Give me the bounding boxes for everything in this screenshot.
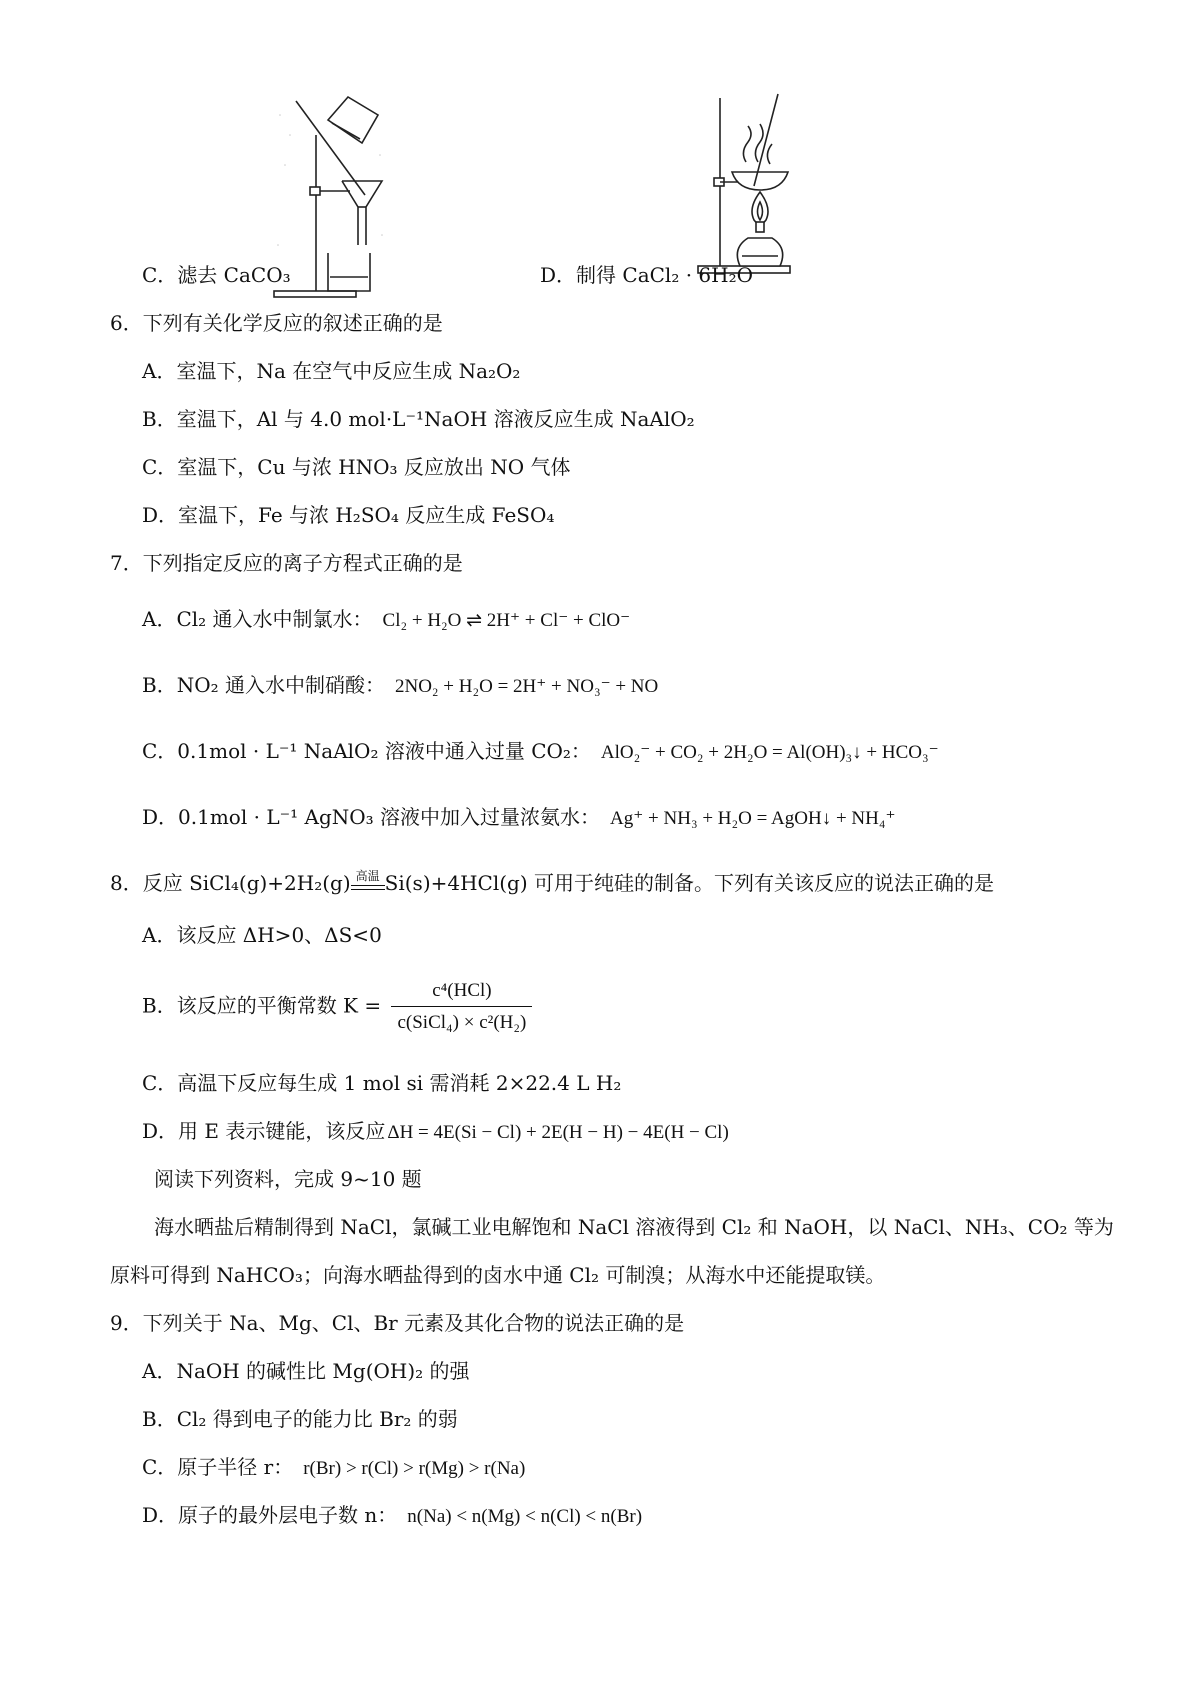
- figure-c-caption-text: C．滤去 CaCO₃: [142, 263, 291, 287]
- question-9-option-d-equation: n(Na) < n(Mg) < n(Cl) < n(Br): [407, 1506, 643, 1527]
- question-8-stem-post: Si(s)+4HCl(g) 可用于纯硅的制备。下列有关该反应的说法正确的是: [384, 871, 995, 895]
- question-9-option-a: A．NaOH 的碱性比 Mg(OH)₂ 的强: [142, 1359, 470, 1383]
- question-7-option-d-equation: Ag⁺ + NH₃ + H₂O = AgOH↓ + NH₄⁺: [610, 808, 896, 829]
- figure-d-caption-text: D．制得 CaCl₂ · 6H₂O: [540, 263, 753, 287]
- question-6-option-d: D．室温下，Fe 与浓 H₂SO₄ 反应生成 FeSO₄: [142, 503, 555, 527]
- question-8-stem: [110, 870, 994, 896]
- question-8-option-d-text: D．用 E 表示键能，该反应: [142, 1119, 386, 1143]
- question-6-option-b: B．室温下，Al 与 4.0 mol·L⁻¹NaOH 溶液反应生成 NaAlO₂: [142, 407, 695, 431]
- question-7-option-c-equation: AlO₂⁻ + CO₂ + 2H₂O = Al(OH)₃↓ + HCO₃⁻: [600, 742, 939, 763]
- reading-paragraph-line-1: 海水晒盐后精制得到 NaCl，氯碱工业电解饱和 NaCl 溶液得到 Cl₂ 和 NaOH，以 NaCl、NH₃、CO₂ 等为: [154, 1215, 1114, 1239]
- equilibrium-constant-fraction: [391, 978, 532, 1036]
- question-9-option-c-text: C．原子半径 r：: [142, 1455, 294, 1479]
- figure-d-caption: [540, 262, 753, 288]
- reaction-condition-arrow: [351, 869, 385, 890]
- question-7-option-a-equation: Cl₂ + H₂O ⇌ 2H⁺ + Cl⁻ + ClO⁻: [382, 610, 631, 631]
- evaporation-diagram: [690, 92, 800, 282]
- question-9-option-c-equation: r(Br) > r(Cl) > r(Mg) > r(Na): [303, 1458, 526, 1479]
- question-7-option-c: [142, 738, 939, 766]
- question-7-option-b-text: B．NO₂ 通入水中制硝酸：: [142, 673, 385, 697]
- question-7-option-b-equation: 2NO₂ + H₂O = 2H⁺ + NO₃⁻ + NO: [394, 676, 659, 697]
- question-8-option-d-equation: ΔH = 4E(Si − Cl) + 2E(H − H) − 4E(H − Cl): [387, 1122, 729, 1143]
- reading-paragraph-line-2: 原料可得到 NaHCO₃；向海水晒盐得到的卤水中通 Cl₂ 可制溴；从海水中还能提取镁。: [110, 1263, 886, 1287]
- question-6-option-a: A．室温下，Na 在空气中反应生成 Na₂O₂: [142, 359, 521, 383]
- question-8-option-b: [142, 978, 532, 1036]
- question-7-option-a-text: A．Cl₂ 通入水中制氯水：: [142, 607, 373, 631]
- question-7-option-a: [142, 606, 630, 634]
- question-9-option-b: B．Cl₂ 得到电子的能力比 Br₂ 的弱: [142, 1407, 458, 1431]
- fraction-denominator: c(SiCl₄) × c²(H₂): [397, 1012, 527, 1033]
- question-8-option-d: [142, 1118, 729, 1146]
- question-6-option-c: C．室温下，Cu 与浓 HNO₃ 反应放出 NO 气体: [142, 455, 571, 479]
- question-9-option-c: [142, 1454, 525, 1482]
- question-8-option-b-text: B．该反应的平衡常数 K =: [142, 993, 382, 1018]
- question-7-option-c-text: C．0.1mol · L⁻¹ NaAlO₂ 溶液中通入过量 CO₂：: [142, 739, 591, 763]
- evaporation-apparatus-figure: [690, 92, 800, 282]
- question-9-stem: 9．下列关于 Na、Mg、Cl、Br 元素及其化合物的说法正确的是: [110, 1311, 685, 1335]
- reading-intro: 阅读下列资料，完成 9~10 题: [154, 1167, 422, 1191]
- question-6-stem: 6．下列有关化学反应的叙述正确的是: [110, 311, 443, 335]
- question-8-stem-pre: 8．反应 SiCl₄(g)+2H₂(g): [110, 871, 351, 895]
- reaction-condition-label: 高温: [355, 869, 380, 883]
- question-7-option-d-text: D．0.1mol · L⁻¹ AgNO₃ 溶液中加入过量浓氨水：: [142, 805, 601, 829]
- question-7-stem: 7．下列指定反应的离子方程式正确的是: [110, 551, 463, 575]
- question-9-option-d-text: D．原子的最外层电子数 n：: [142, 1503, 398, 1527]
- question-8-option-a: A．该反应 ΔH>0、ΔS<0: [142, 923, 382, 947]
- figure-c-caption: [142, 262, 291, 288]
- question-7-option-b: [142, 672, 658, 700]
- question-8-option-c: C．高温下反应每生成 1 mol si 需消耗 2×22.4 L H₂: [142, 1071, 622, 1095]
- question-7-option-d: [142, 804, 896, 832]
- fraction-numerator: c⁴(HCl): [391, 978, 532, 1007]
- question-9-option-d: [142, 1502, 642, 1530]
